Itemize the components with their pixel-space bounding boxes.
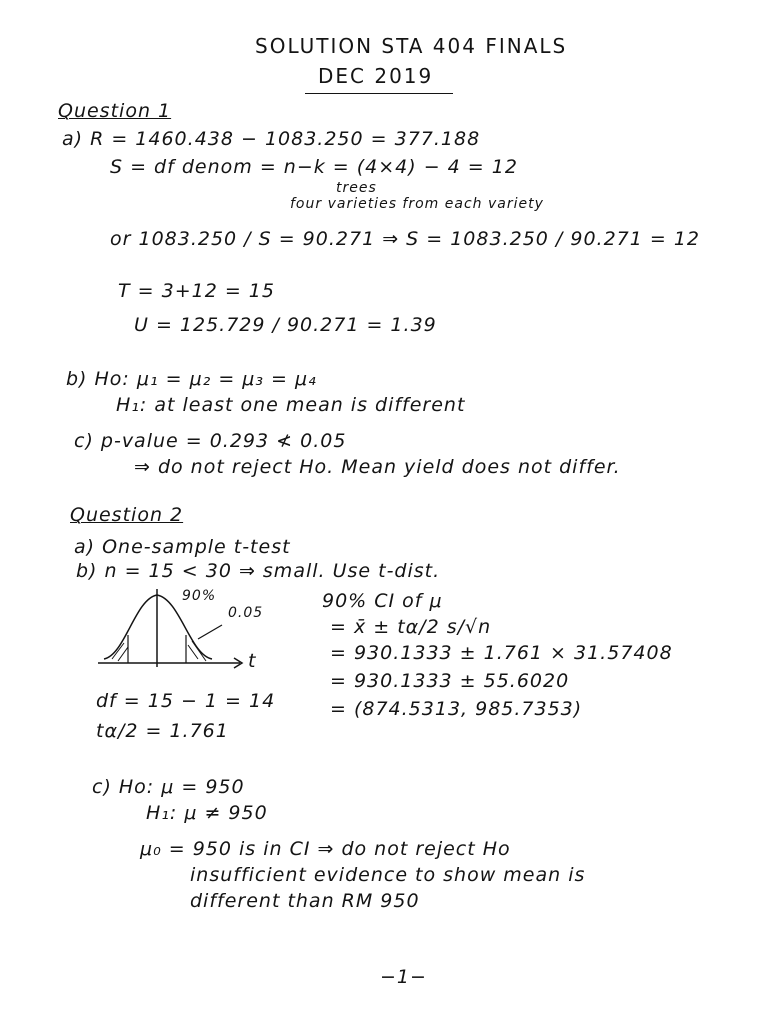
question-1-heading: Question 1 — [58, 100, 172, 122]
q2-ci-step2: = 930.1333 ± 55.6020 — [330, 670, 570, 692]
q2-ci-title: 90% CI of μ — [322, 590, 443, 612]
q1-a-u-line: U = 125.729 / 90.271 = 1.39 — [134, 314, 437, 336]
sketch-confidence-label: 90% — [182, 588, 217, 604]
q2-ci-formula: = x̄ ± tα/2 s/√n — [330, 616, 492, 638]
q1-a-variety-note: four varieties from each variety — [290, 196, 544, 212]
q2-b-line: b) n = 15 < 30 ⇒ small. Use t-dist. — [76, 560, 441, 582]
q2-ci-step1: = 930.1333 ± 1.761 × 31.57408 — [330, 642, 673, 664]
q2-c-h1-line: H₁: μ ≠ 950 — [146, 802, 268, 824]
q1-a-or-line: or 1083.250 / S = 90.271 ⇒ S = 1083.250 / 90.271 = 12 — [110, 228, 701, 250]
q1-b-h0-line: b) Ho: μ₁ = μ₂ = μ₃ = μ₄ — [66, 368, 317, 390]
q1-a-r-line: a) R = 1460.438 − 1083.250 = 377.188 — [62, 128, 481, 150]
q1-a-trees-note: trees — [336, 180, 377, 196]
question-2-heading: Question 2 — [70, 504, 184, 526]
q2-a-line: a) One-sample t-test — [74, 536, 291, 558]
q1-a-s-line: S = df denom = n−k = (4×4) − 4 = 12 — [110, 156, 518, 178]
page-subtitle: DEC 2019 — [318, 64, 434, 88]
page-number: −1− — [380, 966, 427, 988]
q2-df-line: df = 15 − 1 = 14 — [96, 690, 276, 712]
page-title: SOLUTION STA 404 FINALS — [255, 34, 568, 58]
q2-ci-result: = (874.5313, 985.7353) — [330, 698, 583, 720]
title-underline — [305, 93, 453, 94]
q1-c-conclusion-line: ⇒ do not reject Ho. Mean yield does not differ. — [134, 456, 621, 478]
q1-a-t-line: T = 3+12 = 15 — [118, 280, 275, 302]
sketch-axis-label: t — [248, 650, 257, 672]
q2-t-critical-line: tα/2 = 1.761 — [96, 720, 229, 742]
sketch-tail-area-label: 0.05 — [228, 605, 264, 621]
q1-b-h1-line: H₁: at least one mean is different — [116, 394, 466, 416]
q2-c-h0-line: c) Ho: μ = 950 — [92, 776, 245, 798]
q2-c-conclusion-line: different than RM 950 — [190, 890, 420, 912]
q1-c-pvalue-line: c) p-value = 0.293 ≮ 0.05 — [74, 430, 347, 452]
q2-c-ci-decision: μ₀ = 950 is in CI ⇒ do not reject Ho — [140, 838, 511, 860]
q2-c-evidence-line: insufficient evidence to show mean is — [190, 864, 586, 886]
